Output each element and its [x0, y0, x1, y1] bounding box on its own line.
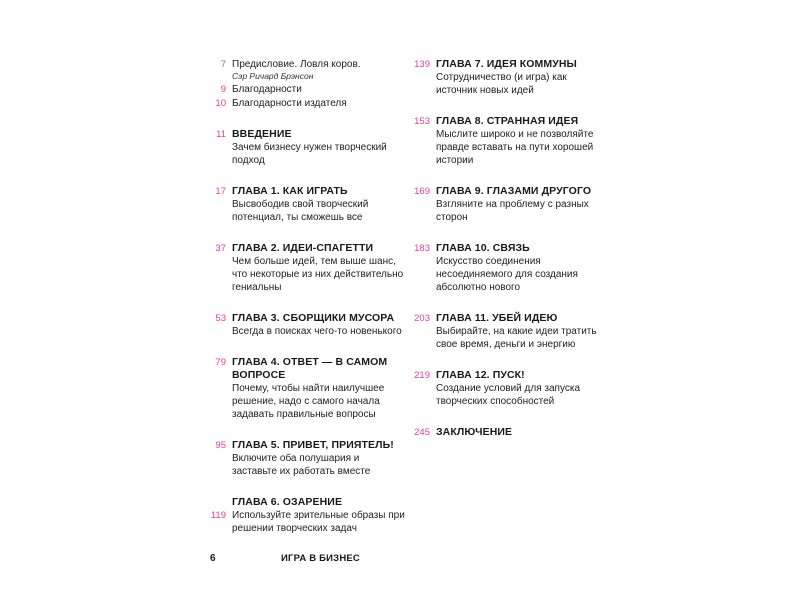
toc-entry-chapter-11[interactable]	[400, 312, 610, 351]
toc-entry-chapter-3[interactable]	[196, 312, 406, 338]
footer-page-number: 6	[210, 553, 216, 564]
toc-entry-preface[interactable]	[196, 58, 406, 82]
entry-title: Предисловие. Ловля коров.	[232, 59, 361, 70]
entry-description: Включите оба полушария и заставьте их работать вместе	[232, 453, 371, 477]
entry-title: ГЛАВА 1. КАК ИГРАТЬ	[232, 185, 348, 197]
entry-title: ГЛАВА 11. УБЕЙ ИДЕЮ	[436, 312, 558, 324]
page-number: 169	[414, 186, 430, 197]
entry-description: Зачем бизнесу нужен творческий подход	[232, 142, 387, 166]
entry-title: ГЛАВА 3. СБОРЩИКИ МУСОРА	[232, 312, 395, 324]
entry-title: ГЛАВА 8. СТРАННАЯ ИДЕЯ	[436, 115, 579, 127]
page-number: 9	[220, 84, 226, 95]
toc-left-column	[196, 58, 406, 553]
page-number: 7	[220, 59, 226, 70]
entry-description: Всегда в поисках чего-то новенького	[232, 326, 402, 337]
entry-title: ЗАКЛЮЧЕНИЕ	[436, 426, 513, 438]
entry-title: ГЛАВА 4. ОТВЕТ — В САМОМ ВОПРОСЕ	[232, 356, 388, 381]
footer-book-title: ИГРА В БИЗНЕС	[281, 553, 360, 564]
entry-description: Создание условий для запуска творческих способностей	[436, 383, 581, 407]
page-number: 245	[414, 427, 430, 438]
entry-description: Высвободив свой творческий потенциал, ты сможешь все	[232, 199, 369, 223]
toc-entry-chapter-4[interactable]	[196, 356, 406, 421]
page-number: 183	[414, 243, 430, 254]
toc-entry-chapter-12[interactable]	[400, 369, 610, 408]
entry-title: Благодарности	[232, 84, 302, 95]
entry-description: Выбирайте, на какие идеи тратить свое время, деньги и энергию	[436, 326, 597, 350]
toc-entry-chapter-8[interactable]	[400, 115, 610, 167]
entry-title: ВВЕДЕНИЕ	[232, 128, 292, 140]
entry-description: Мыслите широко и не позволяйте правде вставать на пути хорошей истории	[436, 129, 594, 166]
toc-entry-chapter-5[interactable]	[196, 439, 406, 478]
entry-title: ГЛАВА 7. ИДЕЯ КОММУНЫ	[436, 58, 577, 70]
entry-author: Сэр Ричард Брэнсон	[232, 71, 314, 81]
entry-title: Благодарности издателя	[232, 98, 347, 109]
toc-entry-introduction[interactable]	[196, 128, 406, 167]
toc-entry-chapter-1[interactable]	[196, 185, 406, 224]
entry-description: Чем больше идей, тем выше шанс, что некоторые из них действительно гениальны	[232, 256, 404, 293]
toc-entry-chapter-7[interactable]	[400, 58, 610, 97]
page-number: 119	[210, 510, 226, 521]
entry-description: Взгляните на проблему с разных сторон	[436, 199, 589, 223]
page-number: 203	[414, 313, 430, 324]
page-number: 17	[215, 186, 226, 197]
entry-title: ГЛАВА 12. ПУСК!	[436, 369, 525, 381]
toc-entry-publisher-acknowledgements[interactable]	[196, 97, 406, 110]
toc-entry-chapter-9[interactable]	[400, 185, 610, 224]
toc-entry-chapter-6[interactable]	[196, 496, 406, 535]
entry-description: Искусство соединения несоединяемого для создания абсолютно нового	[436, 256, 578, 293]
page-number: 139	[414, 59, 430, 70]
toc-entry-conclusion[interactable]	[400, 426, 610, 439]
toc-entry-chapter-10[interactable]	[400, 242, 610, 294]
page-number: 153	[414, 116, 430, 127]
entry-title: ГЛАВА 5. ПРИВЕТ, ПРИЯТЕЛЬ!	[232, 439, 394, 451]
page-number: 219	[414, 370, 430, 381]
entry-description: Используйте зрительные образы при решении творческих задач	[232, 510, 405, 534]
page-number: 95	[215, 440, 226, 451]
page-number: 37	[215, 243, 226, 254]
page-number: 79	[215, 357, 226, 368]
entry-title: ГЛАВА 6. ОЗАРЕНИЕ	[232, 496, 343, 508]
entry-title: ГЛАВА 10. СВЯЗЬ	[436, 242, 530, 254]
page-number: 53	[215, 313, 226, 324]
entry-description: Почему, чтобы найти наилучшее решение, надо с самого начала задавать правильные вопросы	[232, 383, 385, 420]
entry-title: ГЛАВА 2. ИДЕИ-СПАГЕТТИ	[232, 242, 374, 254]
toc-entry-acknowledgements[interactable]	[196, 83, 406, 96]
toc-entry-chapter-2[interactable]	[196, 242, 406, 294]
entry-description: Сотрудничество (и игра) как источник новых идей	[436, 72, 567, 96]
page-number: 10	[215, 98, 226, 109]
page-number: 11	[216, 129, 226, 140]
toc-right-column	[400, 58, 610, 457]
entry-title: ГЛАВА 9. ГЛАЗАМИ ДРУГОГО	[436, 185, 592, 197]
